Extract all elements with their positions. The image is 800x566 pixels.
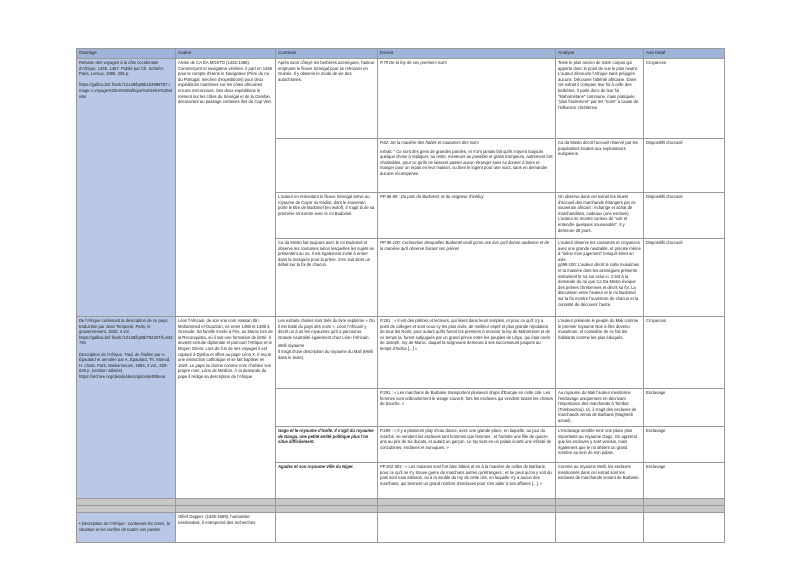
- cell-analyse[interactable]: Au royaume du Mali l'auteur mentionne l'esclavage uniquement en décrivant l'importance des marchands à Tombut (Tombouctou). Ici, il s'agit des esclaves de marchands venus de Barbarie (Maghreb actuel).: [556, 389, 644, 427]
- cell-axe[interactable]: Dispositifs d'accueil: [644, 193, 725, 239]
- extrait-body: extrait: " Ce sont des gens de grandes paroles, et n'ont jamais fait qu'ils n'ayent toujours quelque chose à répliquer; au reste, menteurs au possible et grans trompeurs, autrement fort charitables, pour ce qu'ils ne laissent passer aucun étranger sans lui donner à boire et manger pour un repas en leur maison, ou bien le logent pour une nuict, sans en demander aucune récompense.: [380, 148, 553, 176]
- cell-analyse[interactable]: Texte le plus ancien de notre corpus qui apporte donc le point de vue le plus neutre. L'auteur découvre l'Afrique sans préjugés aucuns. Découvre l'altérité africaine. Dans cet extrait il compare leur foi à celle des berbères. Il parle donc de leur foi "Mahométane" commune, mais pratiquée "plus froidement" par les "noirs" à cause de l'influence chrétienne.: [556, 59, 644, 139]
- cell-ouvrage[interactable]: De l'Afrique contenant la description de ce pays, traduction par Jean Temporal, Paris, le gouvernement, 1830, 4 vol. https://gallica.bnf.fr/ark:/12148/bpt6k79225T/f=643784 Description de l'Afrique. Trad. de l'italien par A. Épaulard et annotée par A. Épaulard, Th. Monod, H. Lhote. Park, Maisonneuve, 1956, 2 vol., 320-629 p. (version utilisée) https://archive.org/details/descriptiondel00leoa: [77, 317, 176, 499]
- cell-axe[interactable]: Dispositifs d'accueil: [644, 239, 725, 317]
- cell-extrait[interactable]: P.299 : « Il y a plusieurs play d'eau douce, avec une grande place, en laquelle, au jour du marché, se vendent les esclaves tant hommes que femmes ; et l'achète une fille de quinze ans au prix de six ducats, et autant un garçon. Le toy tient en un palais écarté une infinité de concubines, esclaves et eunuques. »: [378, 427, 556, 463]
- cell-contexte[interactable]: [276, 513, 378, 543]
- header-row: [77, 49, 725, 59]
- cell-auteur[interactable]: Olfert Dapper, (1635-1689), humaniste néerlandais. Il entreprend des recherches: [176, 513, 276, 543]
- contexte-subtitle: Melli royaume: [278, 343, 305, 349]
- cell-extrait[interactable]: PP.302-303 : « Les maisons sont fort bien bâties et en à la manière de celles de Barbarie, pour ce qu'il ne s'y trouve guère de marchans autres qu'étrangers ; et ne peut qu'on y voit du païs sont tous artisans, ou à la soulde du roy de cette cité, en laquelle n'y a aucun des marchans, qui tiennent un grand nombre d'esclaves pour s'en aider à ses affaires [...]. »: [378, 463, 556, 499]
- cell-auteur[interactable]: Alvise de CA DA MOSTO (1432-1488). Commerçant et navigateur vénitien. Il part en 1455 pour le compte d'Henri le Navigateur (Père du roi du Portugal, mécène d'expéditions) pour deux expéditions maritimes sur les côtes africaines encore méconnues. Ses deux expéditions le mènent sur les côtes du Sénégal et de la Gambie, découvrant au passage certaines îles du Cap Vert.: [176, 59, 276, 317]
- table-row: [77, 317, 725, 389]
- contexte-text: Les extraits choisis sont tirés du livre septième « Où il est traité du pays des noirs ». Léon l'Africain y décrit un à un les royaumes qu'il a parcourus. Grande neutralité également chez Léon l'Africain.: [278, 318, 375, 340]
- header-axe[interactable]: Axe traité: [644, 49, 725, 59]
- cell-analyse[interactable]: On observe dans cet extrait les rituels d'accueil des marchands étrangers par ce souverain africain : échange et achat de marchandises, cadeaux (une esclave). L'auteur se montre curieux de "voir et entendre quelques nouveautés". Il y demeure 28 jours.: [556, 193, 644, 239]
- cell-axe[interactable]: Esclavage: [644, 427, 725, 463]
- contexte-subtext: Il s'agit d'une description du royaume du Mali (Melli dans le texte).: [278, 348, 373, 360]
- cell-extrait[interactable]: [378, 139, 556, 193]
- separator-row: [77, 506, 725, 513]
- extrait-title: P.82: De la manière des habits et coutumes des noirs: [380, 140, 479, 145]
- cell-contexte[interactable]: Ca da Mosto fait toujours avec le roi Budomel et observe les coutumes selon lesquelles les sujets se présentent au roi. Il est également invité à entrer dans la mosquée pour la prière. S'en suit alors un débat sur la foi de chacun.: [276, 239, 378, 317]
- cell-extrait[interactable]: [378, 59, 556, 139]
- cell-analyse[interactable]: Ca da Mosto décrit l'accueil réservé par les populations locales aux explorateurs européens.: [556, 139, 644, 193]
- table-row: [77, 513, 725, 543]
- analysis-table: [76, 48, 725, 543]
- extrait-title: P.79 De la foy de ces premiers noirs: [380, 60, 447, 65]
- cell-contexte[interactable]: L'auteur en remontant le fleuve Sénégal arrive au royaume de Cayor ou Kadior, dont le souverain porte le titre de Budomel (en wolof). Il s'agit là de sa première rencontre avec le roi Budomel.: [276, 193, 378, 239]
- cell-contexte[interactable]: [276, 139, 378, 193]
- cell-contexte[interactable]: [276, 389, 378, 427]
- cell-axe[interactable]: Croyances: [644, 59, 725, 139]
- extrait-title: PP 96-100: Cerimonies desquelles Budomel veult qu'on use lors qu'il donne audience et de la manière qu'il observe faisant ses prières: [380, 240, 550, 251]
- cell-analyse[interactable]: L'auteur observe les coutumes et croyances avec une grande neutralité, et précise même à "selon mon jugement" lorsqu'il émet un avis. pp98-100: L'auteur décrit le culte musulman et la manière dont les azenègues présents instruisent le roi sur celui-ci. C'est à la demande du roi que Ca Da Mosto évoque des prières chrétiennes et décrit sa foi. La discussion entre l'auteur et le roi Budomel sur la foi montre l'ouverture de chacun et la curiosité de découvrir l'autre.: [556, 239, 644, 317]
- cell-analyse[interactable]: L'esclavage semble tenir une place plus importante au royaume Gago. On apprend que les esclaves y sont vendus, mais également que le roi détient un grand nombre au sein de son palais.: [556, 427, 644, 463]
- cell-extrait[interactable]: [378, 513, 556, 543]
- header-auteur[interactable]: Auteur: [176, 49, 276, 59]
- cell-contexte[interactable]: [276, 317, 378, 389]
- cell-contexte[interactable]: Après avoir côtoyé les berbères azenègues, l'auteur emprunte le fleuve Sénégal pour se retrouver en Guinée. Il y observe le mode de vie des autochtones.: [276, 59, 378, 139]
- cell-extrait[interactable]: [378, 239, 556, 317]
- header-ouvrage[interactable]: Ouvrage: [77, 49, 176, 59]
- cell-axe[interactable]: Dispositifs d'accueil: [644, 139, 725, 193]
- header-extrait[interactable]: Extrait: [378, 49, 556, 59]
- cell-analyse[interactable]: Comme au royaume Melli, les esclaves mentionnés dans cet extrait sont les esclaves de marchands venant de Barbarie.: [556, 463, 644, 499]
- cell-extrait[interactable]: P.291 : « Les marchans de Barbarie transportent plusieurs draps d'Europe en cette cité. Les femmes vont ordinairement le visage couvert, fors les esclaves qui vendent toutes les choses de bouche. »: [378, 389, 556, 427]
- cell-axe[interactable]: Esclavage: [644, 463, 725, 499]
- separator-row: [77, 499, 725, 506]
- cell-extrait[interactable]: P.291 : « Il est des prêtres et lecteurs, qui lisent dans leurs temples, et pour ce qu'il n'y a point de colleges et sont ceux-cy les plus civils, de meilleur esprit et plus grande réputation de tous les Noirs, pour autant qu'ils furent les premiers à recevoir la loy de Mahommet et de ce temps la, furent subjugués par un grand prince entre les peuples de Libye, qui était oncle de Joseph, roy de Maroc, duquel la seigneurie demeura à ses successeurs jusques au temps d'Ischia [...] »: [378, 317, 556, 389]
- cell-analyse[interactable]: L'auteur présente le peuple du Mali comme le premier royaume Noir à être devenu musulman, et considère de ce fait les habitants comme les plus éduqués.: [556, 317, 644, 389]
- cell-ouvrage[interactable]: Relation des voyages à la côte occidentale d'Afrique, 1455, 1457. Publié par Ch. Schefer, Paris, Leroux, 1895, 206 p. https://gallica.bnf.fr/ark:/12148/bpt6k104998797.image.r=voyage%20en%20afrique%20entre%20alvise: [77, 59, 176, 317]
- header-analyse[interactable]: Analyse: [556, 49, 644, 59]
- header-contexte[interactable]: Contexte: [276, 49, 378, 59]
- cell-axe[interactable]: Croyances: [644, 317, 725, 389]
- cell-axe[interactable]: [644, 513, 725, 543]
- cell-analyse[interactable]: [556, 513, 644, 543]
- cell-contexte[interactable]: Agadez et son royaume Ville du Niger.: [276, 463, 378, 499]
- table-row: [77, 59, 725, 139]
- cell-contexte[interactable]: Gago et le royaume d'icelle. Il s'agit du royaume de Gaoga, une petite entité politique plus l'on situe difficilement.: [276, 427, 378, 463]
- extrait-title: PP 86-88 : Du païs de Budomel, et du seigneur d'icelluy: [380, 194, 484, 199]
- cell-axe[interactable]: Esclavage: [644, 389, 725, 427]
- cell-auteur[interactable]: Léon l'Africain, de son vrai nom Hassan Ibn Mohammed el-Ouazzan, né entre 1488 et 1488 à Grenade. Sa famille s'exile à Fès, au Maroc lors de la Reconquista, où il suit une formation de lettré. Il devient ensuite diplomate et parcourt l'Afrique et le Moyen Orient. Lors de l'un de ses voyages il est capturé à Djerba et offert au pape Léon X. Il reçoit une instruction catholique et se fait baptiser en 1520. Le pape lui donne comme nom chrétien son propre nom, Léon de Médicis. À la demande du pape il rédige sa description de l'Afrique: [176, 317, 276, 499]
- cell-extrait[interactable]: [378, 193, 556, 239]
- cell-ouvrage[interactable]: • Description de l'Afrique : contenant les noms, la situation et les confins de toutes ses parties: [77, 513, 176, 543]
